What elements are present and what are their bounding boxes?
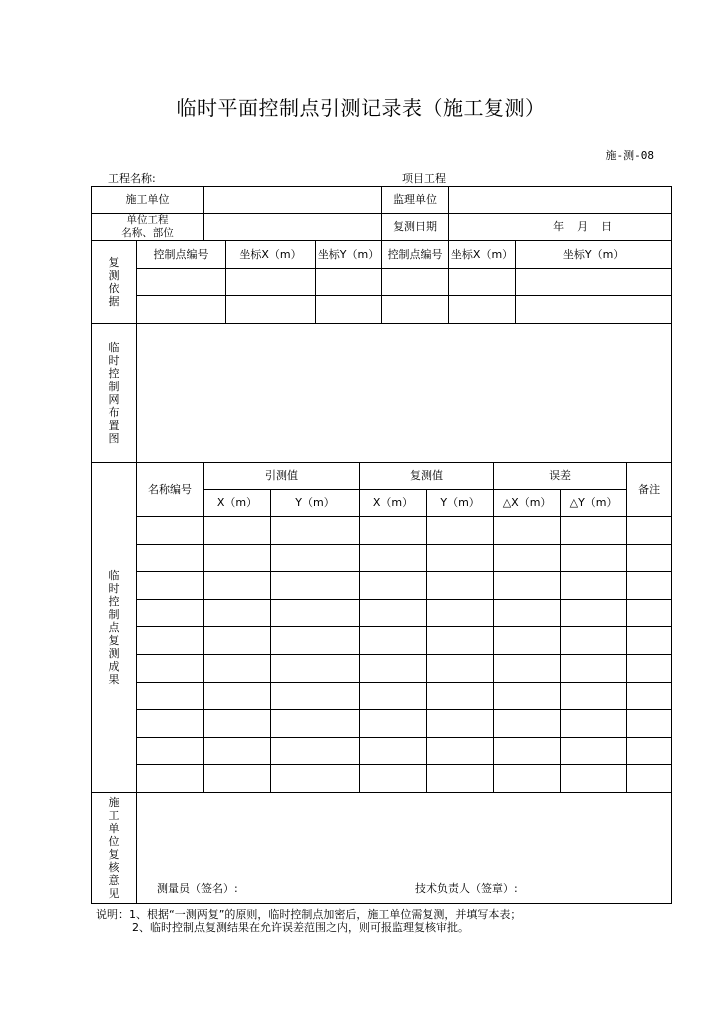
results-cell[interactable] bbox=[494, 545, 561, 572]
construction-unit-value[interactable] bbox=[204, 187, 382, 214]
results-label: 临时控制点复测成果 bbox=[108, 568, 120, 686]
basis-cell[interactable] bbox=[449, 296, 516, 324]
results-cell[interactable] bbox=[427, 600, 494, 627]
supervision-unit-label: 监理单位 bbox=[382, 187, 449, 214]
results-cell[interactable] bbox=[627, 738, 672, 765]
basis-header: 坐标X（m） bbox=[449, 241, 516, 269]
basis-cell[interactable] bbox=[516, 269, 672, 296]
layout-label: 临时控制网布置图 bbox=[108, 340, 120, 445]
basis-cell[interactable] bbox=[382, 296, 449, 324]
unit-project-value[interactable] bbox=[204, 214, 382, 241]
basis-cell[interactable] bbox=[137, 296, 226, 324]
signature-area bbox=[137, 793, 671, 903]
basis-header: 控制点编号 bbox=[137, 241, 226, 269]
results-cell[interactable] bbox=[494, 627, 561, 655]
results-cell[interactable] bbox=[137, 655, 204, 683]
results-cell[interactable] bbox=[360, 517, 427, 545]
results-cell[interactable] bbox=[494, 765, 561, 793]
results-cell[interactable] bbox=[271, 738, 360, 765]
results-row bbox=[92, 655, 672, 683]
results-cell[interactable] bbox=[137, 572, 204, 600]
results-row bbox=[92, 738, 672, 765]
results-cell[interactable] bbox=[204, 517, 271, 545]
results-cell[interactable] bbox=[360, 572, 427, 600]
results-cell[interactable] bbox=[360, 765, 427, 793]
project-label: 项目工程 bbox=[402, 172, 446, 185]
results-cell[interactable] bbox=[627, 710, 672, 738]
results-row bbox=[92, 683, 672, 710]
results-cell[interactable] bbox=[561, 600, 627, 627]
results-cell[interactable] bbox=[427, 545, 494, 572]
results-cell[interactable] bbox=[271, 627, 360, 655]
basis-header: 坐标Y（m） bbox=[316, 241, 382, 269]
construction-unit-label: 施工单位 bbox=[92, 187, 204, 214]
basis-cell[interactable] bbox=[316, 296, 382, 324]
results-cell[interactable] bbox=[427, 710, 494, 738]
results-sub-header: X（m） bbox=[204, 490, 271, 517]
basis-cell[interactable] bbox=[449, 269, 516, 296]
results-cell[interactable] bbox=[494, 683, 561, 710]
results-cell[interactable] bbox=[360, 627, 427, 655]
results-cell[interactable] bbox=[271, 600, 360, 627]
results-cell[interactable] bbox=[137, 765, 204, 793]
results-cell[interactable] bbox=[627, 765, 672, 793]
unit-project-label-line2: 名称、部位 bbox=[121, 227, 174, 239]
results-cell[interactable] bbox=[561, 517, 627, 545]
results-row bbox=[92, 600, 672, 627]
layout-drawing-area[interactable] bbox=[137, 324, 672, 463]
results-cell[interactable] bbox=[494, 600, 561, 627]
results-cell[interactable] bbox=[627, 600, 672, 627]
basis-header: 坐标Y（m） bbox=[516, 241, 672, 269]
results-cell[interactable] bbox=[137, 683, 204, 710]
notes bbox=[96, 908, 521, 934]
recheck-date-label: 复测日期 bbox=[382, 214, 449, 241]
results-cell[interactable] bbox=[204, 600, 271, 627]
results-cell[interactable] bbox=[271, 710, 360, 738]
results-cell[interactable] bbox=[561, 683, 627, 710]
results-cell[interactable] bbox=[137, 710, 204, 738]
results-cell[interactable] bbox=[271, 765, 360, 793]
basis-label: 复测依据 bbox=[108, 255, 120, 308]
layout-label-cell bbox=[92, 324, 137, 463]
basis-cell[interactable] bbox=[316, 269, 382, 296]
results-cell[interactable] bbox=[204, 765, 271, 793]
results-cell[interactable] bbox=[271, 683, 360, 710]
results-error: 误差 bbox=[494, 463, 627, 490]
basis-cell[interactable] bbox=[137, 269, 226, 296]
results-remark: 备注 bbox=[627, 463, 672, 517]
basis-label-cell bbox=[92, 241, 137, 324]
results-cell[interactable] bbox=[427, 738, 494, 765]
results-cell[interactable] bbox=[204, 655, 271, 683]
note-line-1: 说明：1、根据“一测两复”的原则，临时控制点加密后，施工单位需复测，并填写本表； bbox=[96, 908, 522, 921]
results-cell[interactable] bbox=[561, 545, 627, 572]
results-sub-header: Y（m） bbox=[427, 490, 494, 517]
results-cell[interactable] bbox=[137, 600, 204, 627]
project-name-label: 工程名称: bbox=[108, 172, 156, 185]
results-cell[interactable] bbox=[204, 572, 271, 600]
basis-cell[interactable] bbox=[226, 296, 316, 324]
results-cell[interactable] bbox=[494, 572, 561, 600]
results-cell[interactable] bbox=[204, 545, 271, 572]
results-cell[interactable] bbox=[427, 683, 494, 710]
results-cell[interactable] bbox=[494, 710, 561, 738]
results-cell[interactable] bbox=[137, 738, 204, 765]
results-row bbox=[92, 517, 672, 545]
results-cell[interactable] bbox=[360, 738, 427, 765]
results-sub-header: △Y（m） bbox=[561, 490, 627, 517]
results-cell[interactable] bbox=[204, 627, 271, 655]
results-survey-value: 引测值 bbox=[204, 463, 360, 490]
results-cell[interactable] bbox=[561, 738, 627, 765]
results-cell[interactable] bbox=[627, 545, 672, 572]
opinion-area[interactable] bbox=[137, 793, 672, 904]
results-cell[interactable] bbox=[494, 738, 561, 765]
results-cell[interactable] bbox=[561, 765, 627, 793]
results-cell[interactable] bbox=[204, 683, 271, 710]
basis-header: 坐标X（m） bbox=[226, 241, 316, 269]
surveyor-signature-label: 测量员（签名）: bbox=[157, 881, 238, 895]
results-cell[interactable] bbox=[427, 572, 494, 600]
results-cell[interactable] bbox=[561, 627, 627, 655]
basis-cell[interactable] bbox=[516, 296, 672, 324]
results-sub-header: Y（m） bbox=[271, 490, 360, 517]
opinion-label-cell bbox=[92, 793, 137, 904]
results-row bbox=[92, 765, 672, 793]
note-line-2: 2、临时控制点复测结果在允许误差范围之内，则可报监理复核审批。 bbox=[132, 921, 469, 934]
results-cell[interactable] bbox=[627, 627, 672, 655]
results-sub-header: X（m） bbox=[360, 490, 427, 517]
results-cell[interactable] bbox=[427, 627, 494, 655]
unit-project-label bbox=[92, 214, 204, 241]
record-form-table bbox=[91, 186, 672, 904]
results-cell[interactable] bbox=[561, 572, 627, 600]
results-cell[interactable] bbox=[627, 655, 672, 683]
results-cell[interactable] bbox=[137, 517, 204, 545]
results-cell[interactable] bbox=[427, 517, 494, 545]
results-cell[interactable] bbox=[137, 627, 204, 655]
results-row bbox=[92, 572, 672, 600]
results-cell[interactable] bbox=[494, 655, 561, 683]
results-cell[interactable] bbox=[271, 655, 360, 683]
results-row bbox=[92, 545, 672, 572]
results-cell[interactable] bbox=[627, 572, 672, 600]
unit-project-label-line1: 单位工程 bbox=[126, 214, 169, 227]
results-cell[interactable] bbox=[360, 600, 427, 627]
results-cell[interactable] bbox=[271, 572, 360, 600]
results-cell[interactable] bbox=[204, 710, 271, 738]
results-cell[interactable] bbox=[204, 738, 271, 765]
recheck-date-value[interactable]: 年 月 日 bbox=[449, 214, 672, 241]
results-cell[interactable] bbox=[561, 655, 627, 683]
results-cell[interactable] bbox=[271, 545, 360, 572]
results-cell[interactable] bbox=[627, 517, 672, 545]
results-cell[interactable] bbox=[271, 517, 360, 545]
results-cell[interactable] bbox=[627, 683, 672, 710]
tech-lead-signature-label: 技术负责人（签章）: bbox=[415, 881, 518, 895]
results-cell[interactable] bbox=[360, 655, 427, 683]
results-label-cell bbox=[92, 463, 137, 793]
results-cell[interactable] bbox=[360, 545, 427, 572]
results-cell[interactable] bbox=[427, 655, 494, 683]
results-cell[interactable] bbox=[360, 710, 427, 738]
results-cell[interactable] bbox=[427, 765, 494, 793]
form-code: 施-测-08 bbox=[605, 149, 654, 162]
basis-header: 控制点编号 bbox=[382, 241, 449, 269]
page-title: 临时平面控制点引测记录表（施工复测） bbox=[176, 96, 546, 120]
results-cell[interactable] bbox=[137, 545, 204, 572]
results-cell[interactable] bbox=[561, 710, 627, 738]
results-name-no: 名称编号 bbox=[137, 463, 204, 517]
results-cell[interactable] bbox=[494, 517, 561, 545]
results-sub-header: △X（m） bbox=[494, 490, 561, 517]
results-cell[interactable] bbox=[360, 683, 427, 710]
supervision-unit-value[interactable] bbox=[449, 187, 672, 214]
basis-cell[interactable] bbox=[382, 269, 449, 296]
opinion-label: 施工单位复核意见 bbox=[108, 795, 120, 900]
results-row bbox=[92, 710, 672, 738]
results-recheck-value: 复测值 bbox=[360, 463, 494, 490]
results-row bbox=[92, 627, 672, 655]
basis-cell[interactable] bbox=[226, 269, 316, 296]
